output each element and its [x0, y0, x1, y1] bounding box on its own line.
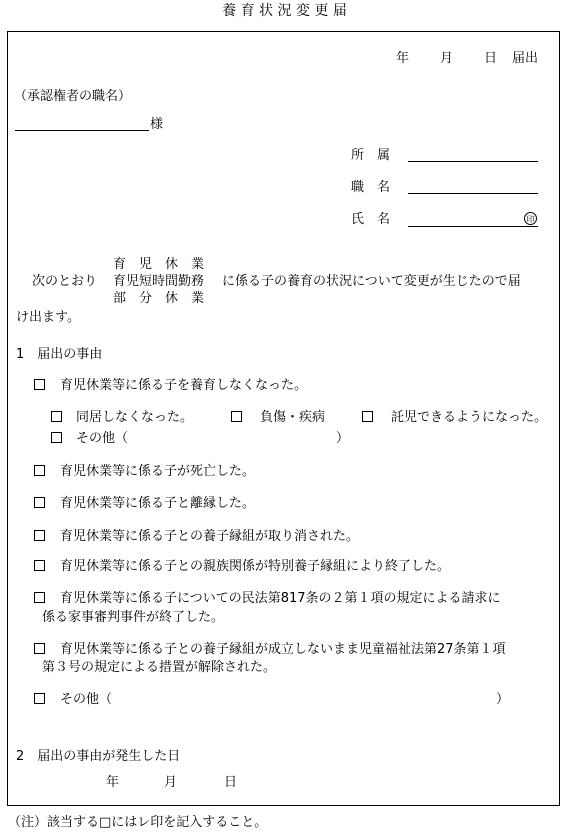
intro-option-childcare-leave: 育 児 休 業 — [113, 257, 205, 272]
checkbox-sub-2[interactable] — [231, 411, 242, 422]
item-8-label: その他（ — [60, 692, 113, 707]
sub-4-close: ） — [336, 431, 350, 446]
intro-text: に係る子の養育の状況について変更が生じたので届 — [222, 274, 521, 289]
name-field[interactable] — [408, 226, 538, 227]
date-day-label: 日 — [484, 51, 498, 66]
date-year-label: 年 — [396, 51, 410, 66]
item-3-label: 育児休業等に係る子と離縁した。 — [60, 496, 256, 511]
intro-option-partial-leave: 部 分 休 業 — [113, 291, 205, 306]
item-7-line1: 育児休業等に係る子との養子縁組が成立しないまま児童福祉法第27条第１項 — [60, 642, 506, 657]
checkbox-sub-4[interactable] — [51, 432, 62, 443]
affiliation-field[interactable] — [408, 161, 538, 162]
checkbox-item-1[interactable] — [34, 379, 45, 390]
approver-name-line[interactable] — [15, 130, 149, 131]
sub-3-label: 託児できるようになった。 — [391, 410, 548, 425]
position-field[interactable] — [408, 193, 538, 194]
sub-2-label: 負傷・疾病 — [260, 410, 326, 425]
name-label: 氏 名 — [351, 212, 391, 227]
date-month-label: 月 — [440, 51, 454, 66]
checkbox-item-6[interactable] — [34, 592, 45, 603]
section2-heading: 2 届出の事由が発生した日 — [16, 749, 181, 764]
checkbox-item-5[interactable] — [34, 560, 45, 571]
seal-mark-icon: 印 — [524, 212, 537, 225]
checkbox-sub-1[interactable] — [51, 411, 62, 422]
item-4-label: 育児休業等に係る子との養子縁組が取り消された。 — [60, 529, 360, 544]
checkbox-item-4[interactable] — [34, 530, 45, 541]
item-2-label: 育児休業等に係る子が死亡した。 — [60, 464, 256, 479]
item-6-line2: 係る家事審判事件が終了した。 — [42, 610, 225, 625]
affiliation-label: 所 属 — [351, 148, 391, 163]
intro-continuation: け出ます。 — [16, 310, 80, 325]
footnote: （注）該当する□にはレ印を記入すること。 — [8, 815, 268, 830]
approver-honorific: 様 — [150, 117, 164, 132]
sub-1-label: 同居しなくなった。 — [76, 410, 194, 425]
occurrence-day-label: 日 — [224, 775, 238, 790]
item-5-label: 育児休業等に係る子との親族関係が特別養子縁組により終了した。 — [60, 559, 451, 574]
item-8-close: ） — [496, 692, 510, 707]
date-submitted-label: 届出 — [512, 51, 539, 66]
approver-title-label: （承認権者の職名） — [14, 89, 132, 104]
checkbox-item-2[interactable] — [34, 465, 45, 476]
occurrence-month-label: 月 — [164, 775, 178, 790]
checkbox-item-3[interactable] — [34, 497, 45, 508]
item-6-line1: 育児休業等に係る子についての民法第817条の２第１項の規定による請求に — [60, 591, 501, 606]
section1-heading: 1 届出の事由 — [16, 347, 103, 362]
checkbox-item-7[interactable] — [34, 643, 45, 654]
position-label: 職 名 — [351, 180, 391, 195]
checkbox-item-8[interactable] — [34, 693, 45, 704]
item-7-line2: 第３号の規定による措置が解除された。 — [42, 660, 277, 675]
intro-lead: 次のとおり — [32, 274, 98, 289]
item-1-label: 育児休業等に係る子を養育しなくなった。 — [60, 378, 308, 393]
document-title: 養 育 状 況 変 更 届 — [222, 3, 347, 19]
checkbox-sub-3[interactable] — [362, 411, 373, 422]
sub-4-label: その他（ — [76, 431, 129, 446]
occurrence-year-label: 年 — [106, 775, 120, 790]
intro-option-short-hours: 育児短時間勤務 — [113, 274, 205, 289]
